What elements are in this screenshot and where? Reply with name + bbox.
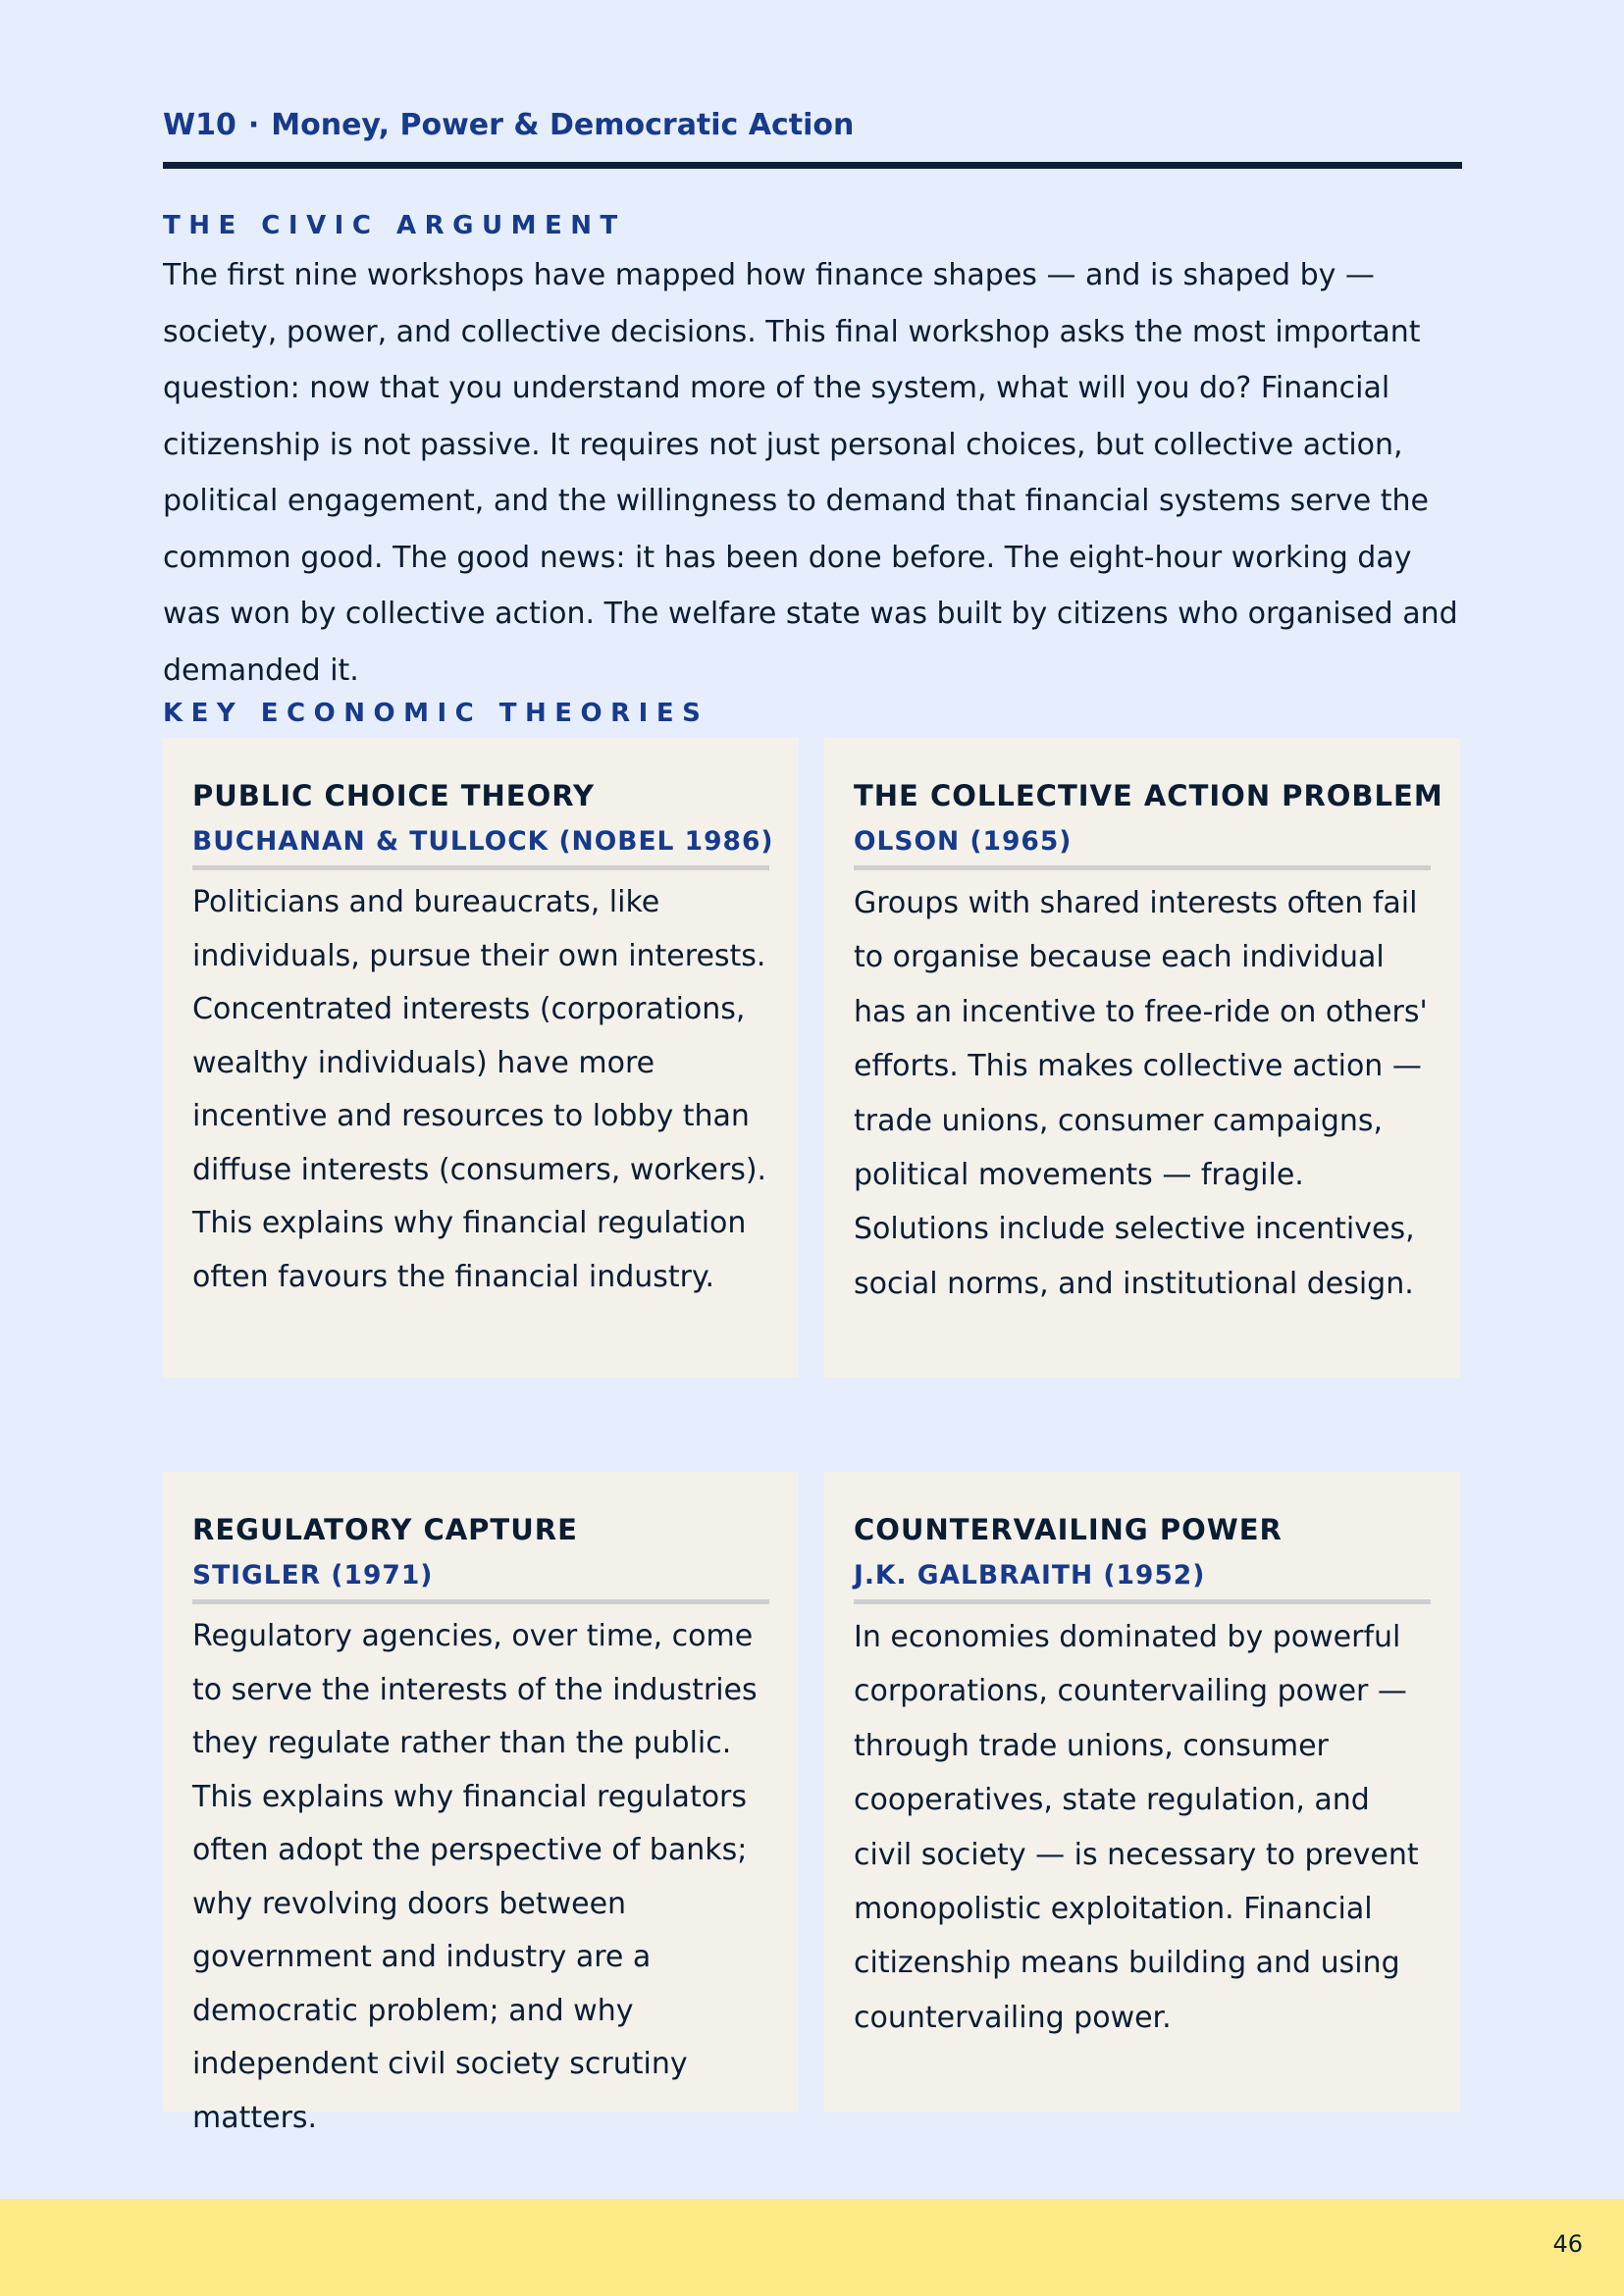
theory-card-body: Politicians and bureaucrats, like individuals, pursue their own interests. Concentrated interests (corporations, wealthy individuals) have more incentive and resources to lobby than diffuse interests (consumers, workers). This explains why financial regulation often favours the financial industry. xyxy=(192,885,767,1294)
theory-card-divider xyxy=(854,865,1431,870)
header-title-line xyxy=(163,108,1462,142)
page-header xyxy=(163,108,1462,169)
theory-card-collective-action xyxy=(824,738,1460,1378)
workshop-code: W10 xyxy=(163,108,236,142)
header-separator: · xyxy=(247,108,260,142)
page-number: 46 xyxy=(1552,2230,1583,2258)
theory-card-body: Groups with shared interests often fail to organise because each individual has an incentive to free-ride on others' efforts. This makes collective action — trade unions, consumer campaigns, political movements — fragile. Solutions include selective incentives, social norms, and institutional design. xyxy=(854,886,1428,1301)
civic-argument-text: The first nine workshops have mapped how finance shapes — and is shaped by — society, power, and collective decisions. This final workshop asks the most important question: now that you understand more of the system, what will you do? Financial citizenship is not passive. It requires not just personal choices, but collective action, political engagement, and the willingness to demand that financial systems serve the common good. The good news: it has been done before. The eight-hour working day was won by collective action. The welfare state was built by citizens who organised and demanded it. xyxy=(163,258,1458,688)
theory-card-title: PUBLIC CHOICE THEORY xyxy=(192,779,595,812)
theory-card-author: J.K. GALBRAITH (1952) xyxy=(854,1560,1206,1591)
theory-card-body: In economies dominated by powerful corporations, countervailing power — through trade unions, consumer cooperatives, state regulation, and civil society — is necessary to prevent monopolistic exploitation. Financial citizenship means building and using countervailing power. xyxy=(854,1620,1419,2035)
theory-card-title: REGULATORY CAPTURE xyxy=(192,1513,578,1546)
key-theories-heading: KEY ECONOMIC THEORIES xyxy=(163,699,709,728)
theory-card-divider xyxy=(854,1599,1431,1604)
theory-card-regulatory-capture xyxy=(163,1472,799,2135)
theory-card-divider xyxy=(192,1599,769,1604)
theory-card-public-choice xyxy=(163,738,799,1378)
theory-card-countervailing-power xyxy=(824,1472,1460,2112)
theory-card-title: THE COLLECTIVE ACTION PROBLEM xyxy=(854,779,1443,812)
theory-card-title: COUNTERVAILING POWER xyxy=(854,1513,1283,1546)
page-footer xyxy=(0,2199,1624,2296)
theory-card-divider xyxy=(192,865,769,870)
workshop-title: Money, Power & Democratic Action xyxy=(271,108,855,142)
theory-card-author: BUCHANAN & TULLOCK (NOBEL 1986) xyxy=(192,826,774,857)
theory-card-body: Regulatory agencies, over time, come to serve the interests of the industries they regulate rather than the public. This explains why financial regulators often adopt the perspective of banks; why revolving doors between government and industry are a democratic problem; and why independent civil society scrutiny matters. xyxy=(192,1619,758,2135)
theory-card-author: OLSON (1965) xyxy=(854,826,1073,857)
theory-card-author: STIGLER (1971) xyxy=(192,1560,434,1591)
civic-argument-heading: THE CIVIC ARGUMENT xyxy=(163,211,626,240)
